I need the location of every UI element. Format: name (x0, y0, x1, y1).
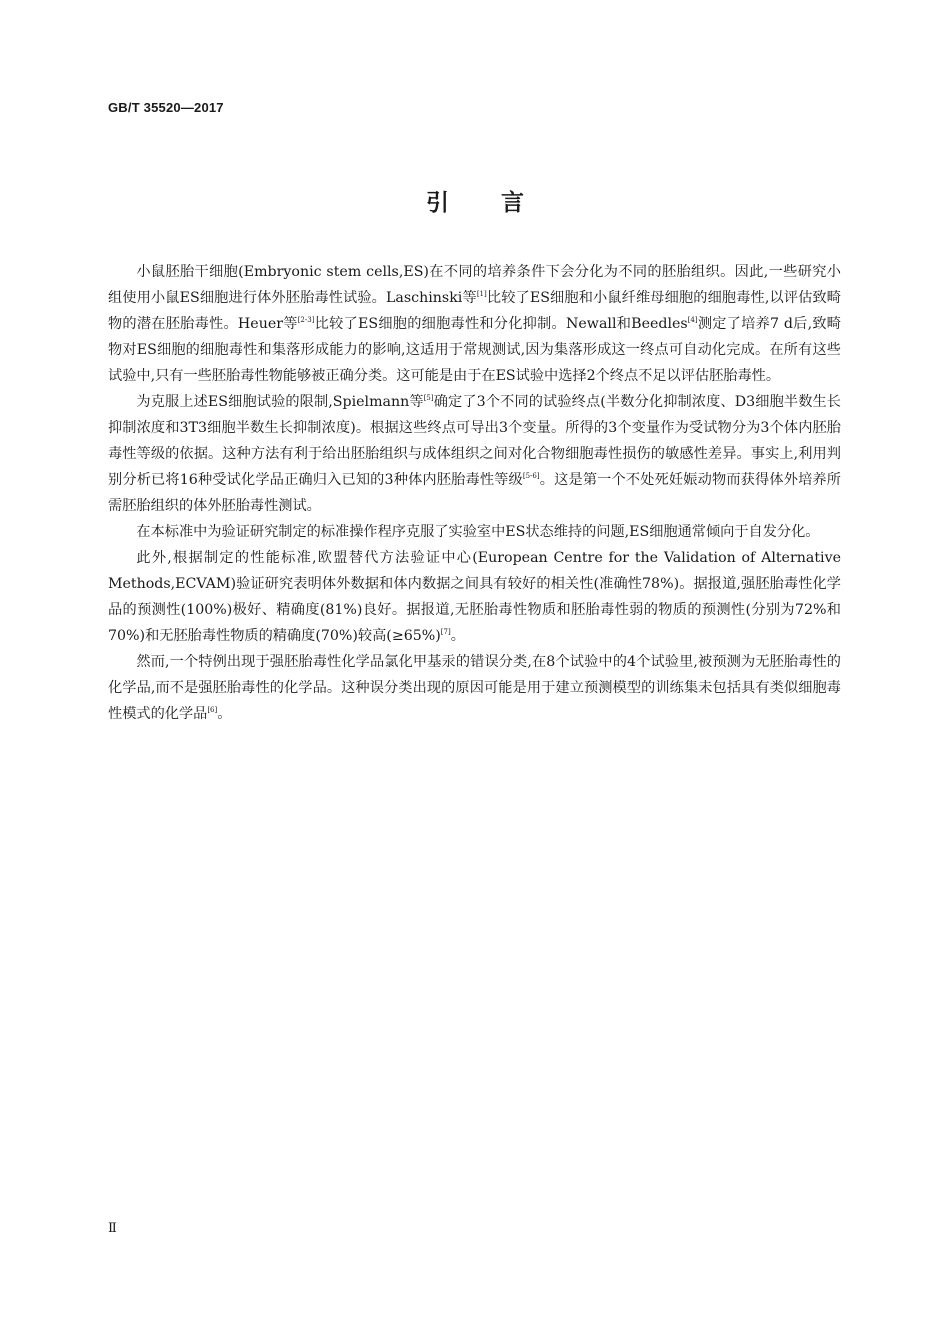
citation-ref: [5] (423, 394, 434, 402)
standard-code: GB/T 35520—2017 (108, 100, 224, 115)
citation-ref: [4] (687, 316, 698, 324)
citation-ref: [2-3] (297, 316, 315, 324)
paragraph: 此外,根据制定的性能标准,欧盟替代方法验证中心(European Centre for the Validation of Alternative Methods,ECVAM)验证研究表明体外数据和体内数据之间具有较好的相关性(准确性78%)。据报道,强胚胎毒性化学品的预测性(100%)极好、精确度(81%)良好。据报道,无胚胎毒性物质和胚胎毒性弱的物质的预测性(分别为72%和70%)和无胚胎毒性物质的精确度(70%)较高(≥65%)[7]。 (108, 550, 841, 644)
citation-ref: [1] (476, 290, 487, 298)
paragraph: 为克服上述ES细胞试验的限制,Spielmann等[5]确定了3个不同的试验终点(半数分化抑制浓度、D3细胞半数生长抑制浓度和3T3细胞半数生长抑制浓度)。根据这些终点可导出3个变量。所得的3个变量作为受试物分为3个体内胚胎毒性等级的依据。这种方法有利于给出胚胎组织与成体组织之间对化合物细胞毒性损伤的敏感性差异。事实上,利用判别分析已将16种受试化学品正确归入已知的3种体内胚胎毒性等级[5-6]。这是第一个不处死妊娠动物而获得体外培养所需胚胎组织的体外胚胎毒性测试。 (108, 394, 841, 514)
citation-ref: [5-6] (522, 472, 540, 480)
paragraph: 在本标准中为验证研究制定的标准操作程序克服了实验室中ES状态维持的问题,ES细胞通常倾向于自发分化。 (136, 524, 820, 540)
citation-ref: [7] (440, 628, 451, 636)
page-number: Ⅱ (108, 1221, 117, 1236)
citation-ref: [6] (207, 706, 218, 714)
section-heading: 引言 (426, 190, 576, 216)
paragraph: 小鼠胚胎干细胞(Embryonic stem cells,ES)在不同的培养条件下会分化为不同的胚胎组织。因此,一些研究小组使用小鼠ES细胞进行体外胚胎毒性试验。Laschinski等[1]比较了ES细胞和小鼠纤维母细胞的细胞毒性,以评估致畸物的潜在胚胎毒性。Heuer等[2-3]比较了ES细胞的细胞毒性和分化抑制。Newall和Beedles[4]测定了培养7 d后,致畸物对ES细胞的细胞毒性和集落形成能力的影响,这适用于常规测试,因为集落形成这一终点可自动化完成。在所有这些试验中,只有一些胚胎毒性物能够被正确分类。这可能是由于在ES试验中选择2个终点不足以评估胚胎毒性。 (108, 264, 841, 384)
body-text (108, 259, 841, 727)
paragraph: 然而,一个特例出现于强胚胎毒性化学品氯化甲基汞的错误分类,在8个试验中的4个试验里,被预测为无胚胎毒性的化学品,而不是强胚胎毒性的化学品。这种误分类出现的原因可能是用于建立预测模型的训练集未包括具有类似细胞毒性模式的化学品[6]。 (108, 654, 841, 722)
